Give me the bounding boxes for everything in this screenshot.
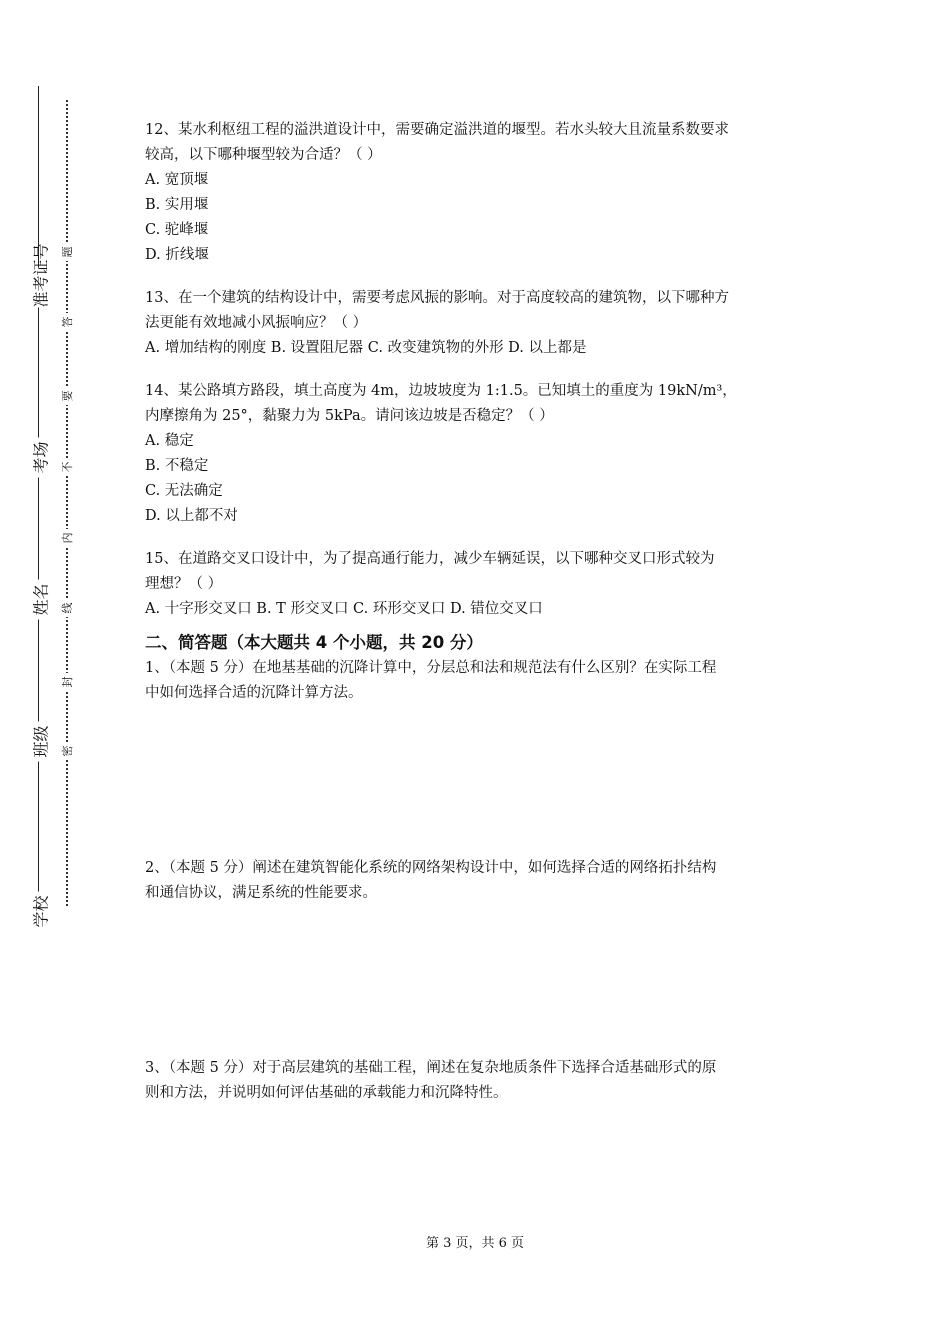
seal-char: 线: [59, 599, 75, 617]
page-footer: 第 3 页，共 6 页: [425, 1236, 525, 1251]
option-a: A. 宽顶堰: [145, 172, 209, 188]
question-text: 内摩擦角为 25°，黏聚力为 5kPa。请问该边坡是否稳定？（ ）: [145, 408, 554, 424]
exam-room-label: 考场: [29, 438, 52, 478]
options-inline: A. 十字形交叉口 B. T 形交叉口 C. 环形交叉口 D. 错位交叉口: [145, 601, 543, 617]
option-c: C. 无法确定: [145, 483, 223, 499]
short-answer-text: 中如何选择合适的沉降计算方法。: [145, 685, 363, 701]
option-b: B. 实用堰: [145, 197, 209, 213]
seal-char: 题: [59, 243, 75, 261]
option-d: D. 折线堰: [145, 247, 209, 263]
short-answer-2: [145, 856, 825, 906]
question-14: [145, 379, 825, 529]
binding-solid-line: [38, 86, 39, 926]
question-text: 理想？（ ）: [145, 576, 223, 592]
short-answer-text: 1、（本题 5 分）在地基基础的沉降计算中，分层总和法和规范法有什么区别？在实际工程: [145, 660, 717, 676]
question-15: [145, 547, 825, 622]
short-answer-text: 3、（本题 5 分）对于高层建筑的基础工程，阐述在复杂地质条件下选择合适基础形式的原: [145, 1060, 717, 1076]
answer-space: [145, 706, 825, 856]
seal-char: 不: [59, 458, 75, 476]
name-label: 姓名: [29, 580, 52, 620]
school-label: 学校: [29, 892, 52, 932]
option-d: D. 以上都不对: [145, 508, 238, 524]
class-label: 班级: [29, 722, 52, 762]
question-text: 较高，以下哪种堰型较为合适？（ ）: [145, 147, 382, 163]
option-b: B. 不稳定: [145, 458, 209, 474]
options-inline: A. 增加结构的刚度 B. 设置阻尼器 C. 改变建筑物的外形 D. 以上都是: [145, 340, 587, 356]
short-answer-text: 则和方法，并说明如何评估基础的承载能力和沉降特性。: [145, 1085, 508, 1101]
question-text: 法更能有效地减小风振响应？（ ）: [145, 315, 368, 331]
seal-char: 答: [59, 313, 75, 331]
exam-content: [145, 118, 825, 1106]
option-a: A. 稳定: [145, 433, 194, 449]
question-text: 13、在一个建筑的结构设计中，需要考虑风振的影响。对于高度较高的建筑物，以下哪种方: [145, 290, 729, 306]
seal-dotted-line: [66, 100, 68, 906]
binding-margin: [0, 0, 100, 1000]
short-answer-1: [145, 656, 825, 706]
seal-char: 密: [59, 742, 75, 760]
short-answer-3: [145, 1056, 825, 1106]
question-text: 15、在道路交叉口设计中，为了提高通行能力，减少车辆延误，以下哪种交叉口形式较为: [145, 551, 715, 567]
section-title: 二、简答题（本大题共 4 个小题，共 20 分）: [145, 633, 483, 652]
question-12: [145, 118, 825, 268]
question-text: 12、某水利枢纽工程的溢洪道设计中，需要确定溢洪道的堰型。若水头较大且流量系数要求: [145, 122, 729, 138]
short-answer-text: 2、（本题 5 分）阐述在建筑智能化系统的网络架构设计中，如何选择合适的网络拓扑结构: [145, 860, 717, 876]
short-answer-text: 和通信协议，满足系统的性能要求。: [145, 885, 377, 901]
option-c: C. 驼峰堰: [145, 222, 209, 238]
seal-char: 封: [59, 673, 75, 691]
exam-id-label: 准考证号: [29, 268, 52, 308]
seal-char: 内: [59, 529, 75, 547]
question-13: [145, 286, 825, 361]
answer-space: [145, 906, 825, 1056]
seal-char: 要: [59, 387, 75, 405]
question-text: 14、某公路填方路段，填土高度为 4m，边坡坡度为 1:1.5。已知填土的重度为 19kN/m³，: [145, 383, 737, 399]
